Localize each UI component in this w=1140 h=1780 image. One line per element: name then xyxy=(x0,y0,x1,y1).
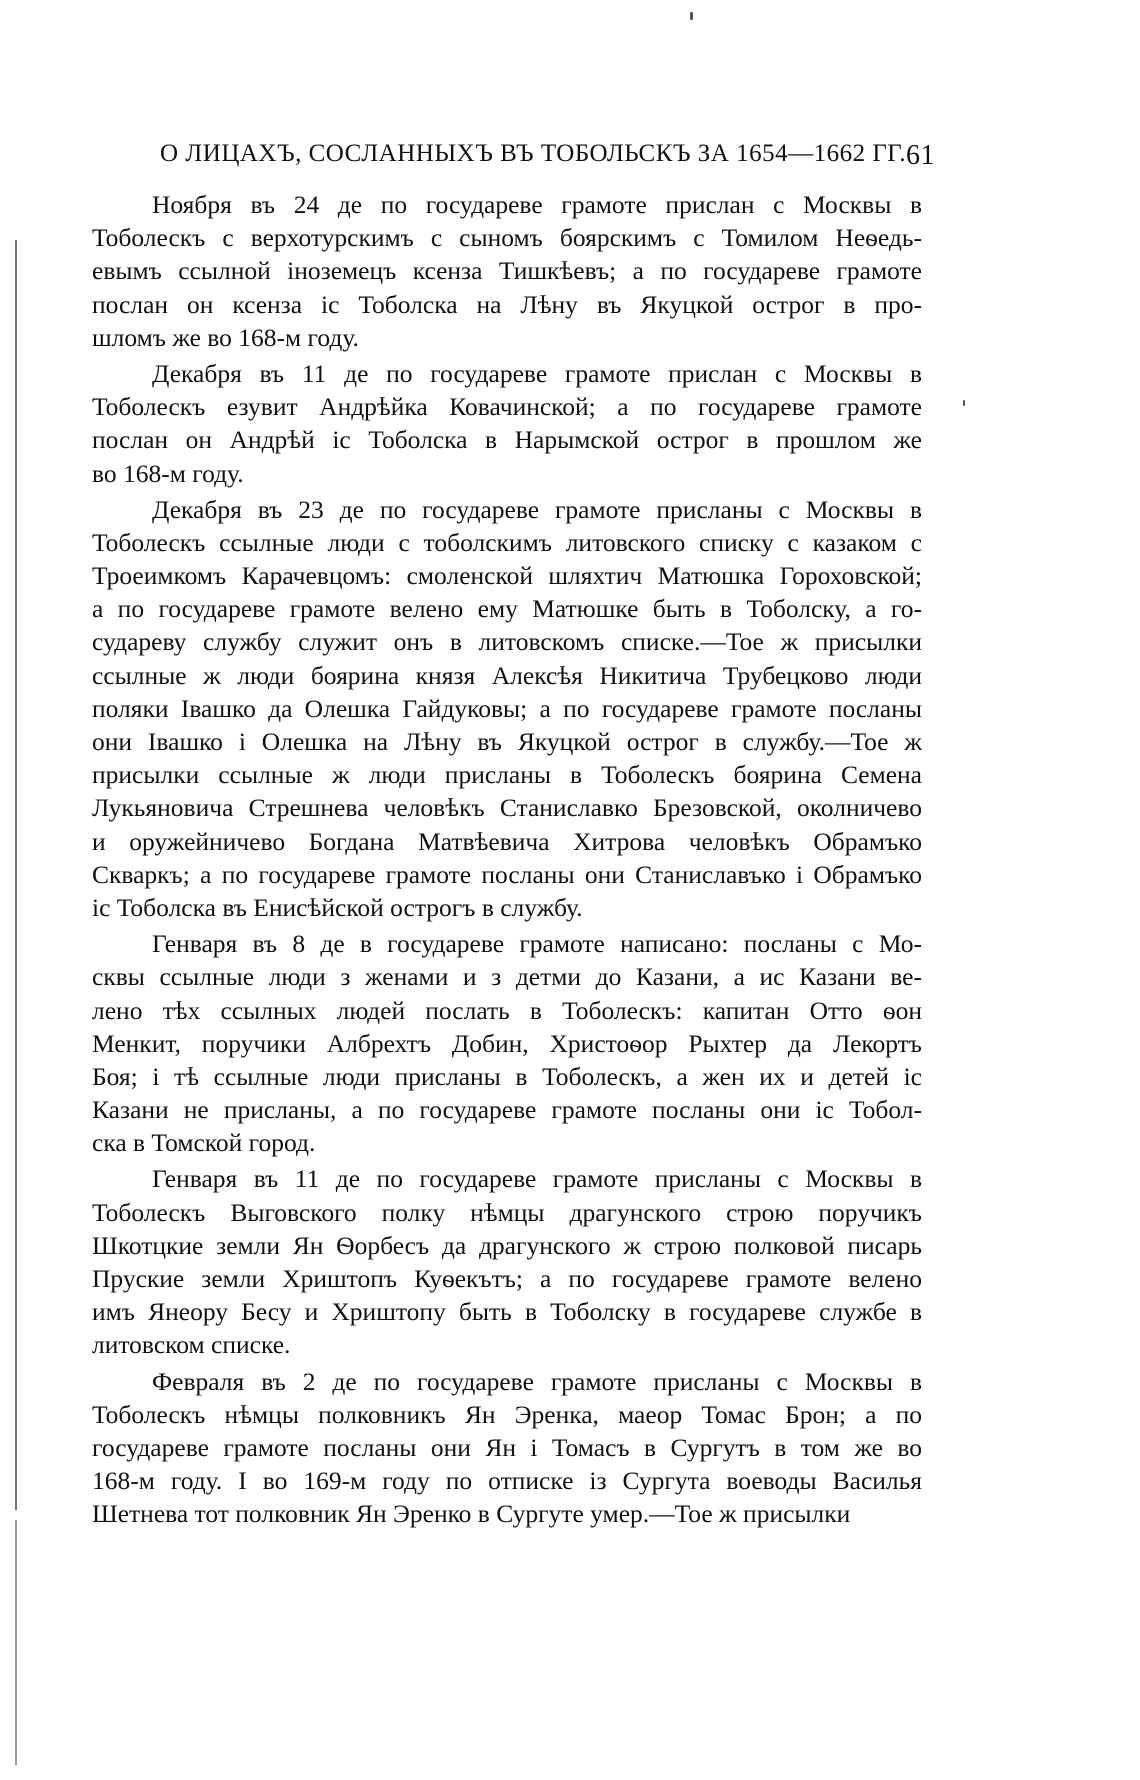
text-line: послан он Андрѣй іс Тоболска в Нарымской острог в прошлом же xyxy=(92,425,922,455)
running-title: О ЛИЦАХЪ, СОСЛАННЫХЪ ВЪ ТОБОЛЬСКЪ ЗА 1654—1662 ГГ. xyxy=(160,140,907,167)
text-line: Троеимкомъ Карачевцомъ: смоленской шляхтич Матюшка Гороховской; xyxy=(92,561,922,591)
text-line: Шкотцкие земли Ян Ѳорбесъ да драгунского ж строю полковой писарь xyxy=(92,1230,922,1260)
text-line: 168-м году. І во 169-м году по отписке із Сургута воеводы Василья xyxy=(92,1466,922,1496)
text-line: шломъ же во 168-м году. xyxy=(92,322,359,352)
text-line: Казани не присланы, а по государеве грамоте посланы они іс Тобол- xyxy=(92,1095,922,1125)
text-line: Тоболескъ ссылные люди с тоболскимъ литовского списку с казаком с xyxy=(92,527,922,557)
page-number: 61 xyxy=(906,140,935,171)
print-speck xyxy=(690,12,693,20)
text-line: Скваркъ; а по государеве грамоте посланы они Станиславъко і Обрамъко xyxy=(92,859,922,889)
text-line: ска в Томской город. xyxy=(92,1128,316,1158)
paragraph xyxy=(92,357,922,490)
text-line: Боя; і тѣ ссылные люди присланы в Тоболескъ, а жен их и детей іс xyxy=(92,1061,922,1091)
paragraph xyxy=(92,1365,922,1531)
text-line: Лукьяновича Стрешнева человѣкъ Станиславко Брезовской, околничево xyxy=(92,793,922,823)
text-line: судареву службу служит онъ в литовскомъ списке.—Тое ж присылки xyxy=(92,627,922,657)
text-line: ссылные ж люди боярина князя Алексѣя Никитича Трубецково люди xyxy=(92,660,922,690)
text-line: Генваря въ 8 де в государеве грамоте написано: посланы с Мо- xyxy=(152,929,922,959)
text-line: Тоболескъ с верхотурскимъ с сыномъ боярскимъ с Томилом Неѳедь- xyxy=(92,223,922,253)
text-line: Декабря въ 11 де по государеве грамоте прислан с Москвы в xyxy=(152,358,922,388)
text-line: присылки ссылные ж люди присланы в Тоболескъ боярина Семена xyxy=(92,760,922,790)
text-line: Шетнева тот полковник Ян Эренко в Сургуте умер.—Тое ж присылки xyxy=(92,1499,851,1529)
text-line: іс Тоболска въ Енисѣйской острогъ в службу. xyxy=(92,892,583,922)
text-line: Тоболескъ Выговского полку нѣмцы драгунского строю поручикъ xyxy=(92,1197,922,1227)
text-line: Февраля въ 2 де по государеве грамоте присланы с Москвы в xyxy=(152,1366,922,1396)
text-line: послан он ксенза іс Тоболска на Лѣну въ Якуцкой острог в про- xyxy=(92,289,922,319)
text-line: Тоболескъ нѣмцы полковникъ Ян Эренка, маеор Томас Брон; а по xyxy=(92,1399,922,1429)
text-line: Ноября въ 24 де по государеве грамоте прислан с Москвы в xyxy=(152,190,922,219)
paragraph xyxy=(92,927,922,1159)
margin-scan-line xyxy=(15,240,17,1510)
text-line: имъ Янеору Бесу и Хриштопу быть в Тоболску в государеве службе в xyxy=(92,1297,922,1327)
text-line: евымъ ссылной іноземецъ ксенза Тишкѣевъ; а по государеве грамоте xyxy=(92,256,922,286)
text-line: лено тѣх ссылных людей послать в Тоболескъ: капитан Отто ѳон xyxy=(92,995,922,1025)
print-speck xyxy=(963,400,965,406)
text-line: Пруские земли Хриштопъ Куѳекътъ; а по государеве грамоте велено xyxy=(92,1264,922,1293)
text-line: во 168-м году. xyxy=(92,458,244,488)
text-line: Генваря въ 11 де по государеве грамоте присланы с Москвы в xyxy=(152,1164,922,1194)
text-line: литовском списке. xyxy=(92,1330,291,1360)
text-line: Менкит, поручики Албрехтъ Добин, Христоѳор Рыхтер да Лекортъ xyxy=(92,1028,922,1058)
text-line: Декабря въ 23 де по государеве грамоте присланы с Москвы в xyxy=(152,494,922,524)
running-header xyxy=(160,140,935,174)
text-line: они Івашко і Олешка на Лѣну въ Якуцкой острог в службу.—Тое ж xyxy=(92,727,922,756)
text-line: сквы ссылные люди з женами и з детми до Казани, а ис Казани ве- xyxy=(92,962,922,992)
text-line: Тоболескъ езувит Андрѣйка Ковачинской; а по государеве грамоте xyxy=(92,392,922,422)
text-line: государеве грамоте посланы они Ян і Томасъ в Сургутъ в том же во xyxy=(92,1432,922,1462)
body-text xyxy=(92,188,922,1534)
text-line: а по государеве грамоте велено ему Матюшке быть в Тоболску, а го- xyxy=(92,594,922,624)
paragraph xyxy=(92,1162,922,1361)
text-line: и оружейничево Богдана Матвѣевича Хитрова человѣкъ Обрамъко xyxy=(92,826,922,856)
margin-scan-line xyxy=(15,1520,17,1765)
paragraph xyxy=(92,493,922,924)
paragraph xyxy=(92,188,922,354)
text-line: поляки Івашко да Олешка Гайдуковы; а по государеве грамоте посланы xyxy=(92,693,922,723)
